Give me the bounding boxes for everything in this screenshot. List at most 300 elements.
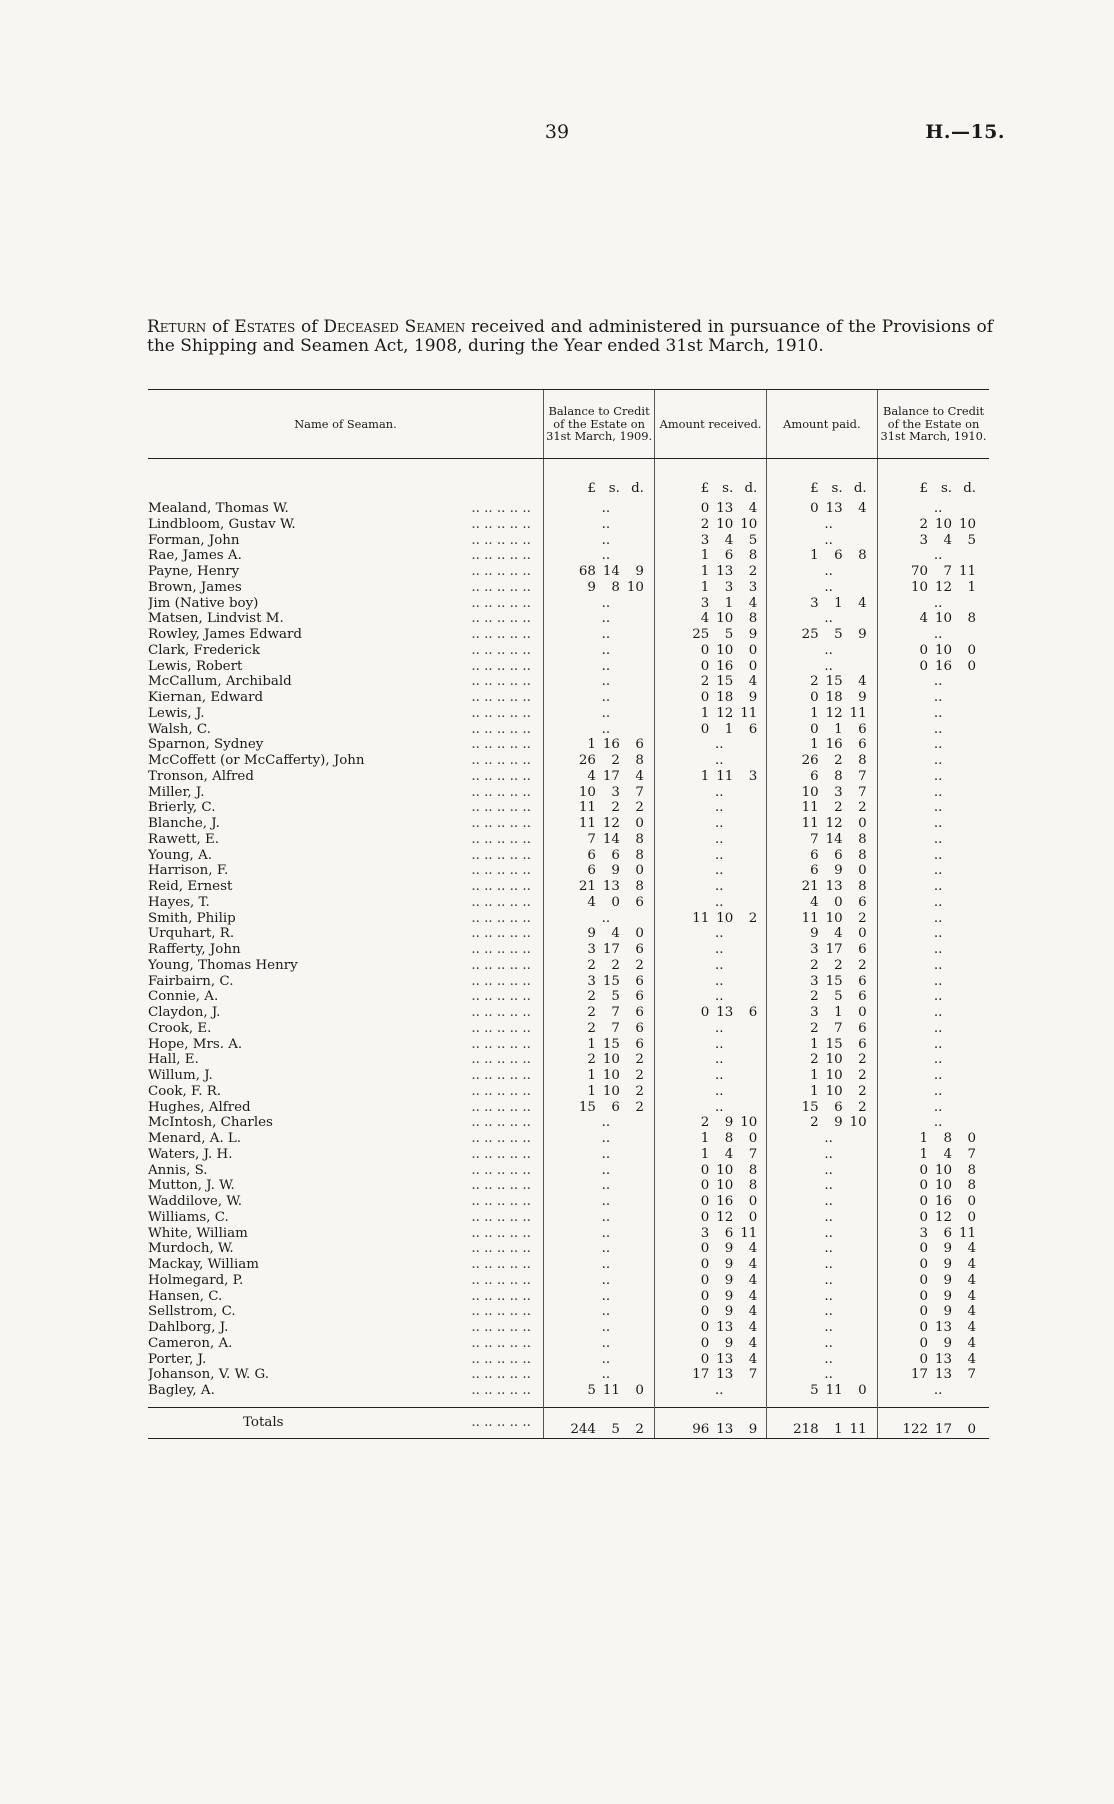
pence-value: 0 (967, 1131, 977, 1146)
dot-leader: .. .. .. .. .. (471, 1288, 531, 1304)
shillings-value: 13 (935, 1351, 953, 1367)
seaman-name-cell (148, 596, 543, 612)
pence-value: 2 (748, 910, 758, 926)
shillings-value: 13 (716, 1351, 734, 1367)
shillings-value: 6 (943, 1225, 953, 1241)
table-row (148, 1383, 989, 1399)
seaman-name-cell (148, 659, 543, 675)
shillings-value: 10 (935, 611, 953, 627)
dot-leader: .. .. .. .. .. (471, 894, 531, 910)
pence-value: 5 (967, 532, 977, 548)
amount-cell-b10 (878, 1257, 989, 1273)
pence-value: 0 (967, 658, 977, 674)
amount-cell-paid (766, 974, 877, 990)
dot-leader: .. .. .. .. .. (471, 989, 531, 1005)
shillings-value: 2 (834, 957, 843, 973)
amount-cell-paid (766, 863, 877, 879)
table-row (148, 769, 989, 785)
amount-cell-paid (766, 911, 877, 927)
seaman-name-cell (148, 1021, 543, 1037)
amount-cell-b10 (878, 1352, 989, 1368)
seaman-name: Dahlborg, J. (148, 1320, 229, 1335)
pounds-value: 0 (700, 1162, 710, 1178)
shillings-value: 12 (716, 1209, 734, 1225)
amount-cell-rec (655, 1367, 766, 1383)
table-row (148, 517, 989, 533)
title-word: of (211, 317, 229, 337)
amount-cell-b09 (543, 895, 654, 911)
pence-value: d. (853, 481, 867, 496)
blank-mark: .. (715, 753, 724, 768)
pounds-value: 2 (587, 957, 596, 973)
amount-cell-paid (766, 769, 877, 785)
blank-mark: .. (715, 1383, 724, 1398)
pounds-value: 2 (587, 1005, 596, 1020)
blank-mark: .. (824, 658, 833, 674)
pence-value: 0 (635, 816, 644, 831)
seaman-name: Annis, S. (148, 1162, 208, 1178)
seaman-name-cell (148, 1210, 543, 1226)
shillings-value: 10 (935, 1178, 953, 1194)
pence-value: 7 (748, 1367, 758, 1383)
table-row (148, 1304, 989, 1320)
blank-mark: .. (824, 1131, 833, 1146)
pence-value: 2 (635, 1083, 644, 1099)
pounds-value: 0 (919, 1178, 929, 1194)
seaman-name: Rawett, E. (148, 831, 220, 847)
table-row (148, 1147, 989, 1163)
shillings-value: 17 (935, 1421, 953, 1437)
shillings-value: 2 (611, 753, 620, 768)
amount-cell-b09 (543, 958, 654, 974)
shillings-value: 10 (825, 1083, 843, 1099)
seaman-name: Blanche, J. (148, 816, 220, 831)
seaman-name: Hayes, T. (148, 894, 210, 910)
table-row (148, 1005, 989, 1021)
dot-leader: .. .. .. .. .. (471, 721, 531, 737)
pounds-value: 3 (810, 942, 819, 957)
table-row (148, 1320, 989, 1336)
shillings-value: 15 (716, 674, 734, 690)
blank-mark: .. (601, 1335, 611, 1351)
pounds-value: 0 (700, 1272, 710, 1288)
blank-mark: .. (933, 1052, 943, 1068)
seaman-name: Payne, Henry (148, 564, 240, 579)
amount-cell-rec (655, 895, 766, 911)
amount-cell-rec (655, 548, 766, 564)
shillings-value: 1 (724, 595, 734, 611)
pounds-value: 1 (700, 705, 710, 721)
table-row (148, 596, 989, 612)
dot-leader: .. .. .. .. .. (471, 1146, 531, 1162)
seaman-name: Williams, C. (148, 1209, 229, 1225)
blank-mark: .. (824, 1146, 833, 1162)
amount-cell-rec (655, 1147, 766, 1163)
blank-mark: .. (601, 548, 611, 564)
amount-cell-paid (766, 1257, 877, 1273)
pounds-value: 4 (919, 611, 929, 627)
blank-mark: .. (933, 1020, 943, 1036)
pounds-value: 10 (911, 579, 929, 595)
amount-cell-b09 (543, 1037, 654, 1053)
shillings-value: 16 (602, 737, 620, 753)
pence-value: 6 (635, 1005, 644, 1020)
pounds-value: 21 (578, 879, 596, 894)
amount-cell-b10 (878, 1163, 989, 1179)
blank-mark: .. (601, 658, 611, 674)
table-row (148, 611, 989, 627)
blank-mark: .. (933, 926, 943, 942)
amount-cell-paid (766, 659, 877, 675)
pence-value: 8 (635, 753, 644, 768)
pence-value: 11 (849, 705, 867, 721)
blank-mark: .. (933, 910, 943, 926)
title-word: Deceased Seamen (323, 317, 466, 337)
amount-cell-b09 (543, 580, 654, 596)
dot-leader: .. .. .. .. .. (471, 1131, 531, 1146)
shillings-value: s. (722, 481, 734, 496)
dot-leader: .. .. .. .. .. (471, 1272, 531, 1288)
amount-cell-b09 (543, 1100, 654, 1116)
seaman-name: Matsen, Lindvist M. (148, 611, 284, 627)
pounds-value: 4 (587, 768, 596, 784)
seaman-name: Waters, J. H. (148, 1146, 233, 1162)
amount-cell-b09 (543, 533, 654, 549)
pounds-value: 6 (810, 863, 819, 879)
seaman-name: Cook, F. R. (148, 1083, 222, 1099)
amount-cell-b10 (878, 1336, 989, 1352)
pence-value: 11 (959, 564, 977, 579)
pounds-value: 11 (578, 816, 596, 831)
shillings-value: 5 (724, 627, 734, 642)
blank-mark: .. (715, 1083, 724, 1099)
amount-cell-rec (655, 1021, 766, 1037)
seaman-name: Sparnon, Sydney (148, 737, 264, 753)
spacer-row (148, 1399, 989, 1408)
pounds-value: 0 (700, 501, 710, 516)
amount-cell-rec (655, 1194, 766, 1210)
dot-leader: .. .. .. .. .. (471, 1383, 531, 1398)
seaman-name-cell (148, 627, 543, 643)
blank-mark: .. (601, 1288, 611, 1304)
dot-leader: .. .. .. .. .. (471, 1036, 531, 1052)
pounds-value: 68 (578, 564, 596, 579)
shillings-value: 8 (724, 1131, 734, 1146)
amount-cell-rec (655, 481, 766, 501)
pence-value: 6 (858, 894, 867, 910)
amount-cell-rec (655, 1131, 766, 1147)
dot-leader: .. .. .. .. .. (471, 1194, 531, 1209)
pence-value: 0 (967, 1421, 977, 1437)
blank-mark: .. (601, 595, 611, 611)
pence-value: 4 (748, 1351, 758, 1367)
blank-mark: .. (933, 989, 943, 1005)
pounds-value: 70 (911, 564, 929, 579)
pounds-value: £ (810, 481, 819, 496)
amount-cell-b10 (878, 564, 989, 580)
pounds-value: 1 (587, 737, 596, 753)
amount-cell-b10 (878, 1273, 989, 1289)
blank-mark: .. (824, 1304, 833, 1320)
seaman-name: Smith, Philip (148, 910, 236, 926)
blank-mark: .. (933, 957, 943, 973)
shillings-value: 4 (943, 532, 953, 548)
seaman-name: Mackay, William (148, 1257, 259, 1272)
amount-cell-rec (655, 674, 766, 690)
totals-row (148, 1407, 989, 1438)
shillings-value: 15 (825, 1036, 843, 1052)
pence-value: 9 (748, 1421, 758, 1437)
shillings-value: 7 (834, 1020, 843, 1036)
blank-mark: .. (933, 973, 943, 989)
blank-mark: .. (824, 1320, 833, 1335)
seaman-name: Brierly, C. (148, 800, 216, 816)
pounds-value: 3 (919, 532, 929, 548)
seaman-name: Fairbairn, C. (148, 973, 234, 989)
seaman-name: Young, Thomas Henry (148, 957, 298, 973)
shillings-value: 10 (602, 1083, 620, 1099)
shillings-value: 2 (834, 753, 843, 768)
seaman-name: Harrison, F. (148, 863, 229, 879)
pounds-value: 2 (810, 989, 819, 1005)
amount-cell-b09 (543, 1131, 654, 1147)
blank-mark: .. (601, 910, 611, 926)
pounds-value: 2 (587, 1020, 596, 1036)
amount-cell-b09 (543, 1320, 654, 1336)
blank-mark: .. (824, 1162, 833, 1178)
amount-cell-b10 (878, 722, 989, 738)
amount-cell-b09 (543, 1163, 654, 1179)
amount-cell-paid (766, 989, 877, 1005)
blank-mark: .. (601, 705, 611, 721)
table-row (148, 1115, 989, 1131)
dot-leader: .. .. .. .. .. (471, 1020, 531, 1036)
blank-mark: .. (715, 863, 724, 879)
pence-value: 8 (858, 831, 867, 847)
pounds-value: 3 (587, 942, 596, 957)
amount-cell-b10 (878, 1320, 989, 1336)
seaman-name-cell (148, 501, 543, 517)
blank-mark: .. (601, 1146, 611, 1162)
seaman-name: Tronson, Alfred (148, 768, 254, 784)
amount-cell-rec (655, 1115, 766, 1131)
shillings-value: 1 (834, 721, 843, 737)
title-rest: received and administered in pursuance of the Provisions of the Shipping and Seamen Act, 1908, during the Year ended 31st March, 1910. (147, 317, 994, 356)
table-row (148, 942, 989, 958)
dot-leader: .. .. .. .. .. (471, 595, 531, 611)
pounds-value: 1 (700, 768, 710, 784)
pence-value: 5 (748, 532, 758, 548)
table-row (148, 832, 989, 848)
shillings-value: 13 (716, 1367, 734, 1383)
pounds-value: 0 (919, 1272, 929, 1288)
blank-mark: .. (601, 627, 611, 642)
dot-leader: .. .. .. .. .. (471, 1367, 531, 1383)
pence-value: 2 (635, 957, 644, 973)
seaman-name: Urquhart, R. (148, 926, 235, 942)
pence-value: 8 (858, 548, 867, 564)
amount-cell-paid (766, 926, 877, 942)
shillings-value: 3 (724, 579, 734, 595)
amount-cell-rec (655, 785, 766, 801)
seaman-name: Willum, J. (148, 1068, 213, 1083)
amount-cell-b10 (878, 785, 989, 801)
pence-value: 8 (967, 1178, 977, 1194)
shillings-value: 2 (611, 800, 620, 816)
shillings-value: 6 (611, 847, 620, 863)
amount-cell-b10 (878, 1241, 989, 1257)
blank-mark: .. (824, 1351, 833, 1367)
shillings-value: 13 (602, 879, 620, 894)
col-header-name: Name of Seaman. (148, 390, 543, 459)
shillings-value: 4 (611, 926, 620, 942)
shillings-value: 9 (943, 1241, 953, 1257)
pence-value: 9 (635, 564, 644, 579)
amount-cell-b10 (878, 911, 989, 927)
amount-cell-b10 (878, 1210, 989, 1226)
pounds-value: 0 (810, 690, 819, 705)
blank-mark: .. (715, 973, 724, 989)
amount-cell-b10 (878, 1115, 989, 1131)
pounds-value: 1 (810, 1083, 819, 1099)
shillings-value: 9 (943, 1304, 953, 1320)
amount-cell-b09 (543, 627, 654, 643)
shillings-value: 11 (716, 768, 734, 784)
shillings-value: 6 (834, 1099, 843, 1115)
pence-value: 4 (967, 1351, 977, 1367)
dot-leader: .. .. .. .. .. (471, 1178, 531, 1194)
page-number: 39 (544, 121, 570, 143)
seaman-name-cell (148, 674, 543, 690)
pence-value: 2 (858, 800, 867, 816)
dot-leader: .. .. .. .. .. (471, 1115, 531, 1131)
shillings-value: 16 (935, 658, 953, 674)
shillings-value: 4 (724, 1146, 734, 1162)
pence-value: 4 (748, 674, 758, 690)
amount-cell-rec (655, 517, 766, 533)
shillings-value: 13 (935, 1367, 953, 1383)
seaman-name-cell (148, 1084, 543, 1100)
amount-cell-b10 (878, 1383, 989, 1399)
pounds-value: 1 (810, 548, 819, 564)
amount-cell-b09 (543, 1178, 654, 1194)
pence-value: 6 (748, 1005, 758, 1020)
dot-leader: .. .. .. .. .. (471, 705, 531, 721)
blank-mark: .. (933, 721, 943, 737)
pounds-value: 218 (793, 1421, 819, 1437)
amount-cell-paid (766, 1147, 877, 1163)
table-row (148, 1336, 989, 1352)
amount-cell-b10 (878, 627, 989, 643)
table-row (148, 1289, 989, 1305)
pence-value: 6 (635, 737, 644, 753)
amount-cell-paid (766, 1241, 877, 1257)
blank-mark: .. (824, 1257, 833, 1272)
amount-cell-rec (655, 1304, 766, 1320)
amount-cell-b10 (878, 1147, 989, 1163)
amount-cell-b10 (878, 879, 989, 895)
pounds-value: 7 (810, 831, 819, 847)
seaman-name: Sellstrom, C. (148, 1304, 236, 1320)
table-row (148, 1241, 989, 1257)
pence-value: 6 (748, 721, 758, 737)
shillings-value: 9 (943, 1288, 953, 1304)
blank-mark: .. (824, 532, 833, 548)
shillings-value: 10 (825, 910, 843, 926)
amount-cell-rec (655, 564, 766, 580)
amount-cell-rec (655, 1257, 766, 1273)
blank-mark: .. (824, 642, 833, 658)
blank-mark: .. (824, 579, 833, 595)
seaman-name-cell (148, 1226, 543, 1242)
amount-cell-b09 (543, 879, 654, 895)
pounds-value: 0 (700, 1288, 710, 1304)
header-row (148, 390, 989, 459)
amount-cell-rec (655, 611, 766, 627)
seaman-name-cell (148, 1194, 543, 1210)
table-row (148, 785, 989, 801)
estates-table (148, 389, 989, 1439)
blank-mark: .. (933, 737, 943, 753)
pounds-value: 11 (801, 910, 819, 926)
amount-cell-b10 (878, 942, 989, 958)
dot-leader: .. .. .. .. .. (471, 690, 531, 705)
dot-leader: .. .. .. .. .. (471, 1162, 531, 1178)
dot-leader: .. .. .. .. .. (471, 800, 531, 816)
pounds-value: 25 (692, 627, 710, 642)
seaman-name-cell (148, 1241, 543, 1257)
shillings-value: 15 (602, 973, 620, 989)
dot-leader: .. .. .. .. .. (471, 1052, 531, 1068)
amount-cell-b10 (878, 989, 989, 1005)
pounds-value: 0 (700, 1320, 710, 1335)
blank-mark: .. (601, 611, 611, 627)
amount-cell-paid (766, 564, 877, 580)
amount-cell-b09 (543, 1367, 654, 1383)
pounds-value: 244 (570, 1421, 596, 1437)
shillings-value: 12 (716, 705, 734, 721)
amount-cell-paid (766, 1194, 877, 1210)
pounds-value: 2 (700, 674, 710, 690)
amount-cell-paid (766, 517, 877, 533)
seaman-name-cell (148, 879, 543, 895)
blank-mark: .. (824, 1288, 833, 1304)
seaman-name: Hope, Mrs. A. (148, 1036, 243, 1052)
seaman-name: Lewis, Robert (148, 658, 243, 674)
shillings-value: 10 (935, 642, 953, 658)
seaman-name-cell (148, 1131, 543, 1147)
pence-value: 7 (858, 768, 867, 784)
pence-value: 7 (858, 784, 867, 800)
shillings-value: 6 (724, 548, 734, 564)
amount-cell-b09 (543, 706, 654, 722)
pounds-value: 25 (801, 627, 819, 642)
pence-value: 4 (748, 1288, 758, 1304)
pounds-value: 6 (587, 863, 596, 879)
pounds-value: 1 (587, 1083, 596, 1099)
pounds-value: 0 (810, 501, 819, 516)
blank-mark: .. (933, 674, 943, 690)
shillings-value: 1 (834, 595, 843, 611)
pence-value: 4 (967, 1320, 977, 1335)
table-row (148, 989, 989, 1005)
pence-value: 0 (635, 1383, 644, 1398)
amount-cell-paid (766, 1068, 877, 1084)
blank-mark: .. (715, 894, 724, 910)
amount-cell-rec (655, 832, 766, 848)
pence-value: 0 (858, 1005, 867, 1020)
amount-cell-b09 (543, 1352, 654, 1368)
